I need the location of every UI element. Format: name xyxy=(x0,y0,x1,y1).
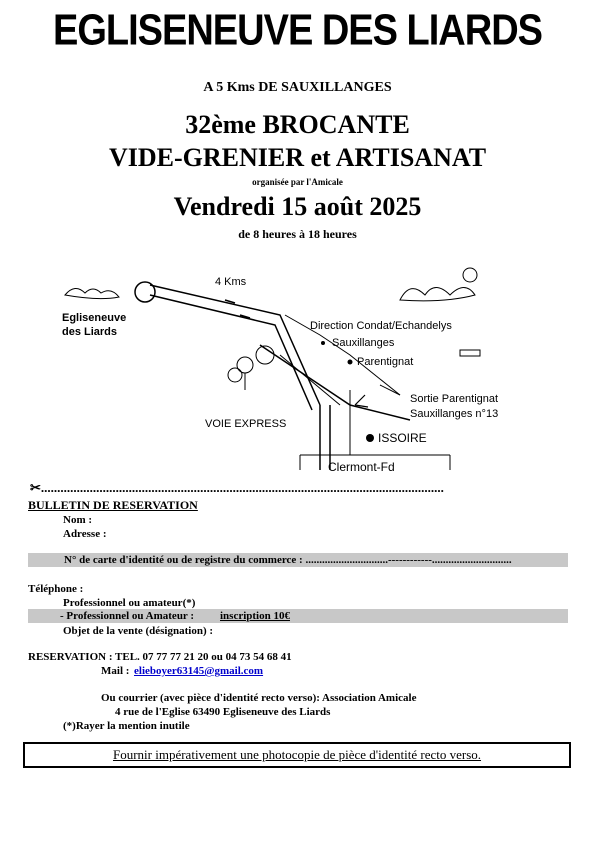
cut-line: ✂............................................................................................................................ xyxy=(30,480,444,495)
name-field-label: Nom : xyxy=(63,514,93,526)
map-label-direction: Direction Condat/Echandelys xyxy=(310,320,452,332)
phone-field-label: Téléphone : xyxy=(28,583,84,595)
map-label-town2: des Liards xyxy=(62,326,118,338)
object-field-label: Objet de la vente (désignation) : xyxy=(63,625,214,637)
id-card-field-label: N° de carte d'identité ou de registre du commerce : ..............................------------............................. xyxy=(64,554,512,566)
courier-address: 4 rue de l'Eglise 63490 Egliseneuve des Liards xyxy=(115,706,331,718)
event-heading: VIDE-GRENIER et ARTISANAT xyxy=(108,143,487,172)
mail-label: Mail : xyxy=(101,665,130,677)
id-notice-box xyxy=(23,742,571,768)
map-label-parentignat: Parentignat xyxy=(357,356,414,368)
access-map xyxy=(20,255,575,480)
id-notice-text: Fournir impérativement une photocopie de pièce d'identité recto verso. xyxy=(112,747,482,762)
map-label-town: Egliseneuve xyxy=(62,312,127,324)
address-field-label: Adresse : xyxy=(63,528,107,540)
map-label-distance: 4 Kms xyxy=(215,276,247,288)
event-hours: de 8 heures à 18 heures xyxy=(238,227,357,241)
location-subtitle: A 5 Kms DE SAUXILLANGES xyxy=(203,80,392,95)
map-label-exit1: Sortie Parentignat xyxy=(410,393,499,405)
form-heading: BULLETIN DE RESERVATION xyxy=(28,498,198,512)
event-date: Vendredi 15 août 2025 xyxy=(173,192,422,221)
map-label-road: VOIE EXPRESS xyxy=(205,418,287,430)
organizer-line: organisée par l'Amicale xyxy=(252,177,343,187)
map-label-sauxillanges: Sauxillanges xyxy=(332,337,395,349)
mail-link[interactable]: elieboyer63145@gmail.com xyxy=(134,665,264,677)
pro-or-amateur-label: Professionnel ou amateur(*) xyxy=(63,597,196,609)
reservation-phone: RESERVATION : TEL. 07 77 77 21 20 ou 04 73 54 68 41 xyxy=(28,651,292,663)
footnote: (*)Rayer la mention inutile xyxy=(63,720,190,732)
courier-line: Ou courrier (avec pièce d'identité recto verso): Association Amicale xyxy=(101,692,417,704)
map-label-exit2: Sauxillanges n°13 xyxy=(410,408,499,420)
inscription-fee: inscription 10€ xyxy=(220,610,290,622)
edition-heading: 32ème BROCANTE xyxy=(185,110,410,139)
map-label-clermont: Clermont-Fd xyxy=(328,460,395,474)
map-label-issoire: ISSOIRE xyxy=(378,431,427,445)
pro-amateur-label: - Professionnel ou Amateur : xyxy=(60,610,195,622)
page-title: EGLISENEUVE DES LIARDS xyxy=(53,6,542,56)
